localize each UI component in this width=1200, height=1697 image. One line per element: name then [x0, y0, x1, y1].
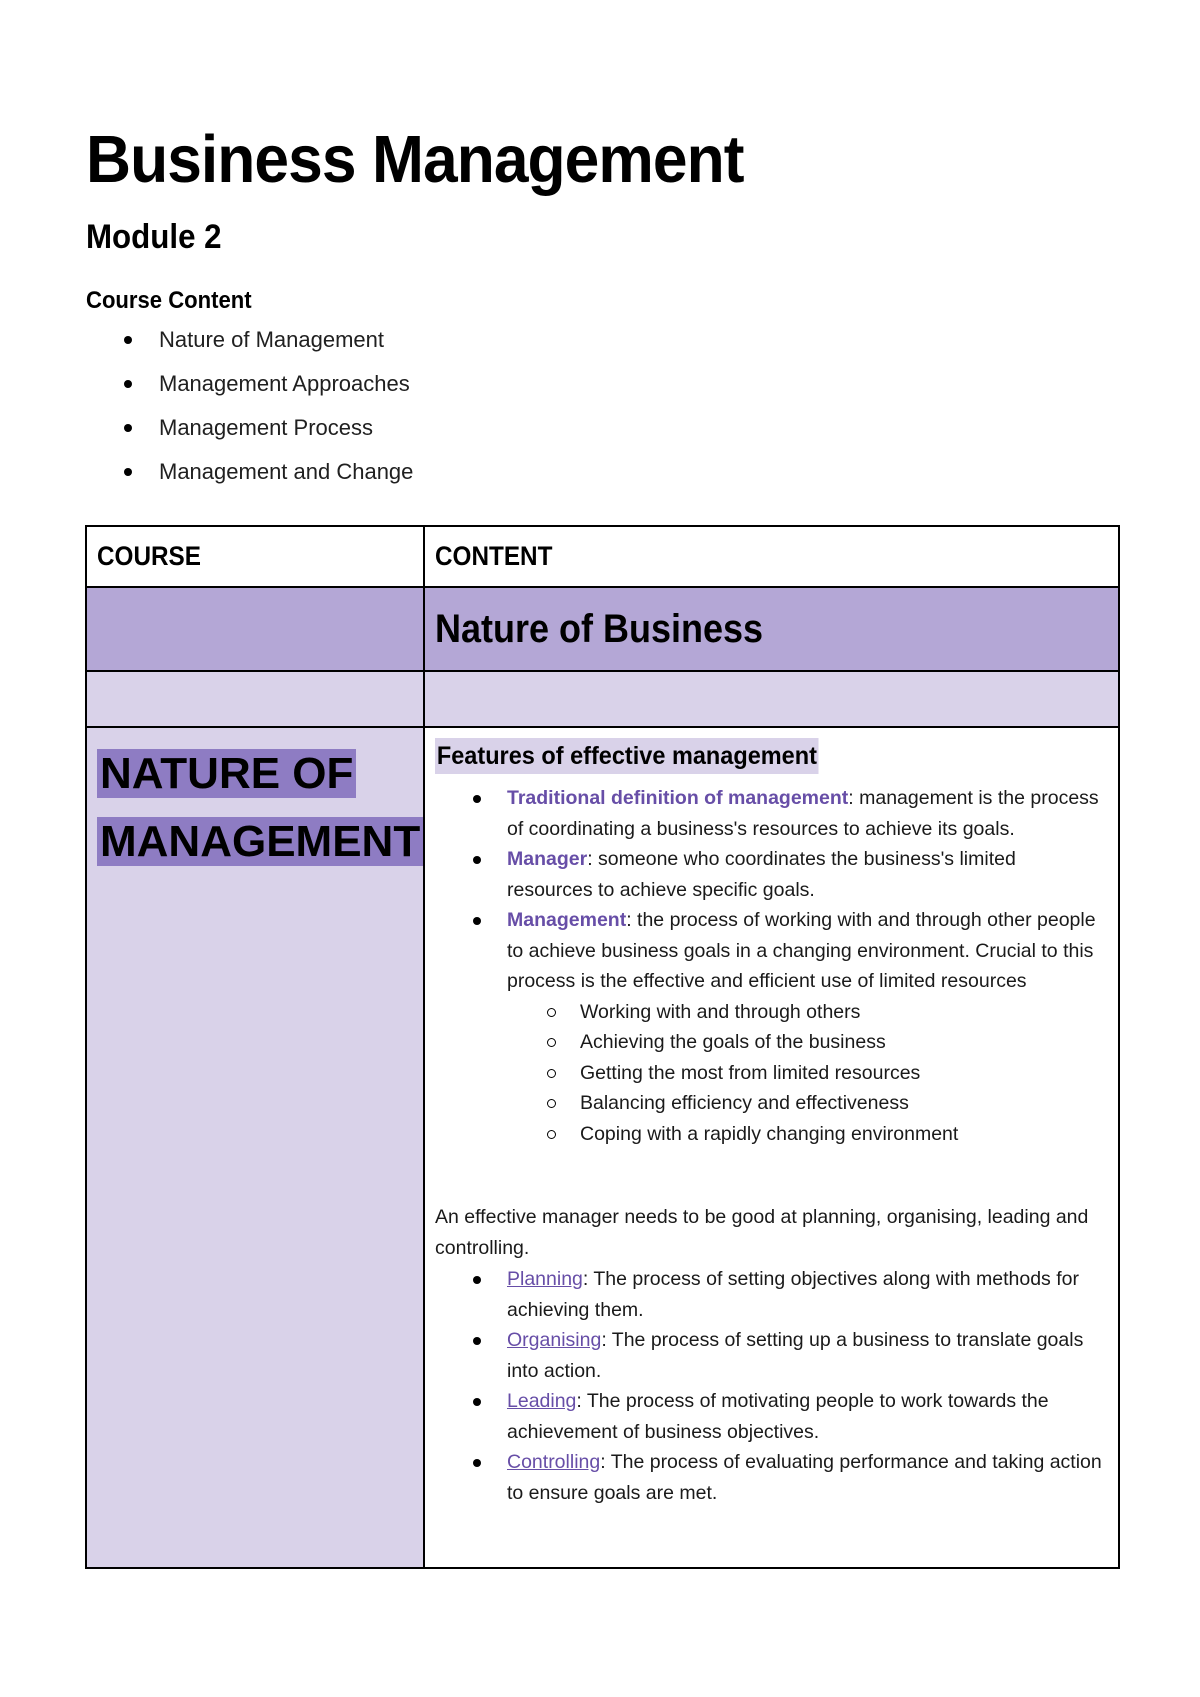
list-item — [435, 905, 1105, 1149]
function-text: : The process of setting objectives along with methods for achieving them. — [507, 1268, 1079, 1321]
function-link[interactable]: Leading — [507, 1390, 577, 1412]
spacer-row — [87, 672, 1118, 728]
list-item — [435, 1325, 1105, 1386]
section-band-title: Nature of Business — [435, 607, 764, 651]
list-item — [435, 1264, 1105, 1325]
header-course: COURSE — [97, 541, 201, 571]
function-text: : The process of setting up a business to translate goals into action. — [507, 1329, 1084, 1382]
list-item: Management and Change — [86, 450, 413, 494]
list-item — [435, 1386, 1105, 1447]
list-item: Management Approaches — [86, 362, 413, 406]
definition-text: : the process of working with and through other people to achieve business goals in a changing environment. Crucial to this process is the effective and efficient use of limited resources — [507, 909, 1096, 992]
list-item — [435, 844, 1105, 905]
function-link[interactable]: Organising — [507, 1329, 602, 1351]
management-subpoints — [507, 997, 1105, 1150]
definition-text: : someone who coordinates the business's limited resources to achieve specific goals. — [507, 848, 1016, 901]
course-name-line: MANAGEMENT — [97, 817, 423, 866]
definition-text: : management is the process of coordinating a business's resources to achieve its goals. — [507, 787, 1099, 840]
list-item: Getting the most from limited resources — [507, 1058, 1105, 1089]
functions-list — [435, 1264, 1105, 1508]
function-link[interactable]: Planning — [507, 1268, 583, 1290]
definitions-list — [435, 783, 1105, 1149]
content-cell — [425, 728, 1118, 1567]
course-table — [85, 525, 1120, 1569]
course-name — [97, 740, 421, 876]
course-content-heading: Course Content — [86, 287, 252, 314]
list-item: Working with and through others — [507, 997, 1105, 1028]
list-item: Management Process — [86, 406, 413, 450]
header-content: CONTENT — [435, 541, 553, 571]
manager-paragraph: An effective manager needs to be good at planning, organising, leading and controlling. — [435, 1206, 1089, 1259]
function-text: : The process of motivating people to work towards the achievement of business objectives. — [507, 1390, 1049, 1443]
table-header-row — [87, 527, 1118, 588]
list-item: Achieving the goals of the business — [507, 1027, 1105, 1058]
list-item — [435, 783, 1105, 844]
list-item: Nature of Management — [86, 318, 413, 362]
definition-term: Management — [507, 909, 627, 931]
course-name-line: NATURE OF — [97, 749, 356, 798]
course-content-list — [86, 318, 413, 494]
list-item: Balancing efficiency and effectiveness — [507, 1088, 1105, 1119]
module-subtitle: Module 2 — [86, 218, 222, 256]
function-link[interactable]: Controlling — [507, 1451, 601, 1473]
document-title: Business Management — [86, 122, 744, 197]
function-text: : The process of evaluating performance and taking action to ensure goals are met. — [507, 1451, 1102, 1504]
list-item: Coping with a rapidly changing environment — [507, 1119, 1105, 1150]
column-divider — [423, 527, 425, 1567]
definition-term: Traditional definition of management — [507, 787, 849, 809]
course-name-cell — [87, 728, 423, 1567]
section-band-row — [87, 588, 1118, 672]
list-item — [435, 1447, 1105, 1508]
definition-term: Manager — [507, 848, 588, 870]
features-heading: Features of effective management — [435, 738, 819, 774]
